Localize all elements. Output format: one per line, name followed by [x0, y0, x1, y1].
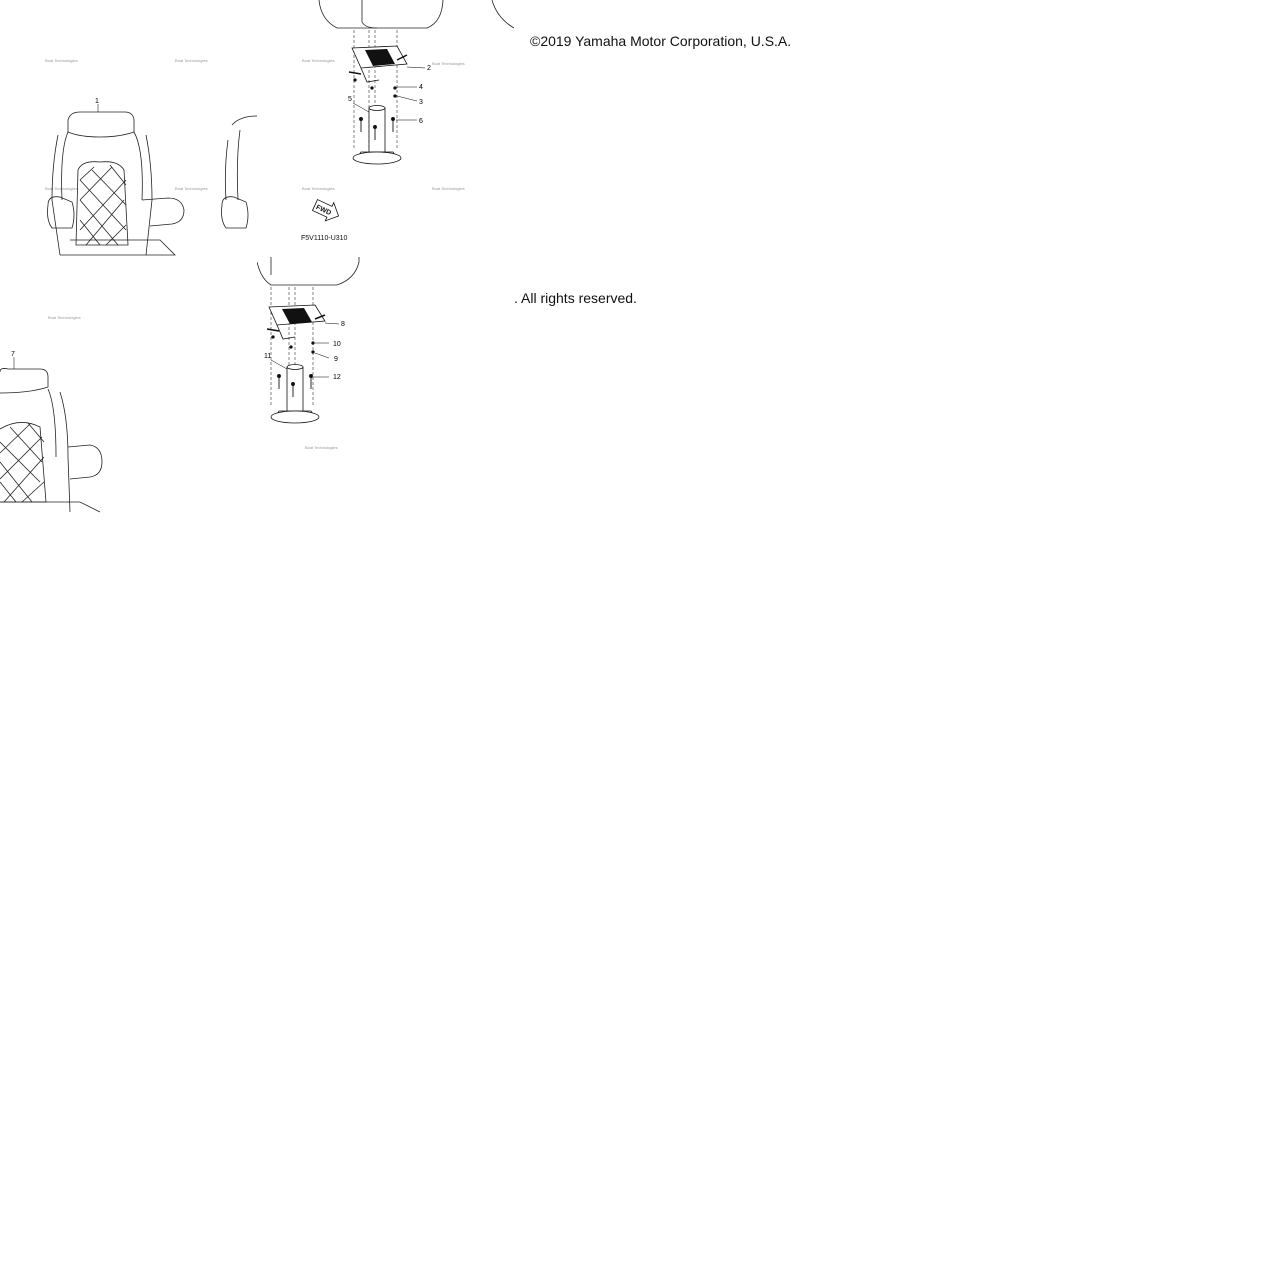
callout-12: 12 — [333, 374, 341, 381]
diagram-tile-pedestal-upper — [257, 0, 514, 257]
callout-4: 4 — [419, 84, 423, 91]
callout-7: 7 — [11, 351, 15, 358]
watermark-text: Boat Technologies — [175, 58, 208, 63]
watermark-text: Boat Technologies — [432, 61, 465, 66]
callout-10: 10 — [333, 341, 341, 348]
captains-chair-drawing — [0, 368, 102, 512]
swivel-plate-drawing — [349, 46, 407, 82]
watermark-text: Boat Technologies — [302, 186, 335, 191]
copyright-text: ©2019 Yamaha Motor Corporation, U.S.A. — [530, 33, 792, 49]
watermark-text: Boat Technologies — [45, 58, 78, 63]
callout-11: 11 — [264, 353, 272, 360]
diagram-tile-chair-1 — [0, 0, 257, 257]
fwd-arrow-icon — [311, 196, 343, 225]
pedestal-post-drawing — [353, 106, 401, 165]
captains-chair-drawing — [48, 112, 185, 255]
seat-bottom-drawing — [319, 0, 514, 28]
pedestal-post-drawing — [271, 365, 319, 424]
rights-reserved-text: . All rights reserved. — [514, 290, 637, 306]
callout-6: 6 — [419, 118, 423, 125]
diagram-tile-pedestal-lower — [257, 257, 514, 514]
captains-chair-drawing-partial — [222, 116, 258, 228]
diagram-code: F5V1110-U310 — [301, 235, 348, 242]
watermark-text: Boat Technologies — [302, 58, 335, 63]
callout-1: 1 — [95, 98, 99, 105]
callout-8: 8 — [341, 321, 345, 328]
watermark-text: Boat Technologies — [432, 186, 465, 191]
watermark-text: Boat Technologies — [48, 315, 81, 320]
callout-5: 5 — [348, 96, 352, 103]
swivel-plate-drawing — [267, 305, 325, 339]
diagram-tile-chair-2 — [0, 257, 257, 514]
callout-2: 2 — [427, 65, 431, 72]
watermark-text: Boat Technologies — [305, 445, 338, 450]
watermark-text: Boat Technologies — [45, 186, 78, 191]
watermark-text: Boat Technologies — [175, 186, 208, 191]
fwd-label: FWD — [314, 204, 333, 218]
seat-bottom-drawing — [257, 257, 359, 285]
callout-9: 9 — [334, 356, 338, 363]
callout-3: 3 — [419, 99, 423, 106]
